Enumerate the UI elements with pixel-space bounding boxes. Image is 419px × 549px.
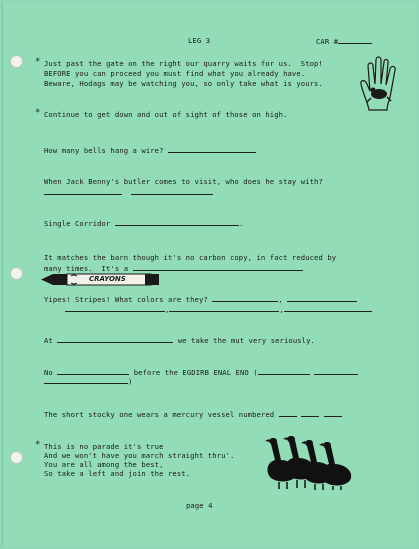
benny-question: When Jack Benny's butler comes to visit, who does he stay with?	[44, 177, 323, 186]
stripes-question: Yipes! Stripes! What colors are they? ,	[44, 294, 357, 304]
parade-line-2: And we won't have you march straight thru'.	[44, 451, 235, 460]
stocky-question: The short stocky one wears a mercury vessel numbered	[44, 409, 342, 419]
benny-answers	[44, 187, 213, 197]
parade-line-4: So take a left and join the rest.	[44, 469, 191, 478]
egdirb-field-2[interactable]	[314, 367, 358, 375]
stripe-color-field-3[interactable]	[65, 304, 165, 312]
intro-line-3: Beware, Hodags may be watching you, so only take what is yours.	[44, 79, 323, 88]
mercury-digit-field-3[interactable]	[324, 409, 342, 417]
stripe-color-field-1[interactable]	[212, 294, 278, 302]
parade-line-3: You are all among the best,	[44, 460, 164, 469]
parade-line-1: This is no parade it's true	[44, 442, 164, 451]
single-corridor-field[interactable]	[115, 218, 239, 226]
page-number: page 4	[186, 501, 213, 510]
no-question: No before the EGDIRB ENAL ENO (	[44, 367, 358, 377]
bullet-icon: *	[35, 108, 41, 118]
barn-question-line-1: It matches the barn though it's no carbon copy, in fact reduced by	[44, 253, 337, 262]
mercury-digit-field-1[interactable]	[279, 409, 297, 417]
car-number-field[interactable]	[338, 36, 372, 44]
intro-line-1: Just past the gate on the right our quarry waits for us. Stop!	[44, 59, 323, 68]
hand-with-frog-icon	[357, 54, 399, 112]
continue-text: Continue to get down and out of sight of those on high.	[44, 110, 288, 119]
no-question-continued: )	[44, 376, 132, 386]
stripe-color-field-2[interactable]	[287, 294, 357, 302]
stripe-color-field-4[interactable]	[169, 304, 279, 312]
crayon-label: CRAYONS	[89, 275, 126, 283]
intro-line-2: BEFORE you can proceed you must find what you already have.	[44, 69, 306, 78]
no-answer-field[interactable]	[57, 367, 129, 375]
bells-answer-field[interactable]	[168, 145, 256, 153]
barn-answer-field[interactable]	[133, 263, 303, 271]
worksheet-page	[2, 2, 416, 546]
bells-question: How many bells hang a wire?	[44, 145, 256, 155]
at-answer-field[interactable]	[57, 335, 173, 343]
binder-hole-middle	[10, 267, 23, 280]
egdirb-field-1[interactable]	[258, 367, 310, 375]
leg-title: LEG 3	[188, 36, 211, 45]
car-number-label: CAR #	[316, 36, 372, 46]
binder-hole-bottom	[10, 451, 23, 464]
crayon-icon	[41, 273, 161, 286]
bullet-icon: *	[35, 440, 41, 450]
marching-geese-icon	[265, 432, 353, 490]
benny-answer-field-2[interactable]	[131, 187, 213, 195]
single-corridor-question: Single Corridor .	[44, 219, 244, 228]
stripe-color-field-5[interactable]	[284, 304, 372, 312]
at-question: At we take the mut very seriously.	[44, 336, 315, 345]
barn-question-line-2: many times. It's a	[44, 263, 303, 273]
bullet-icon: *	[35, 57, 41, 67]
stripes-answers: , ,	[65, 304, 372, 314]
mercury-digit-field-2[interactable]	[301, 409, 319, 417]
binder-hole-top	[10, 55, 23, 68]
benny-answer-field-1[interactable]	[44, 187, 122, 195]
egdirb-field-3[interactable]	[44, 376, 128, 384]
